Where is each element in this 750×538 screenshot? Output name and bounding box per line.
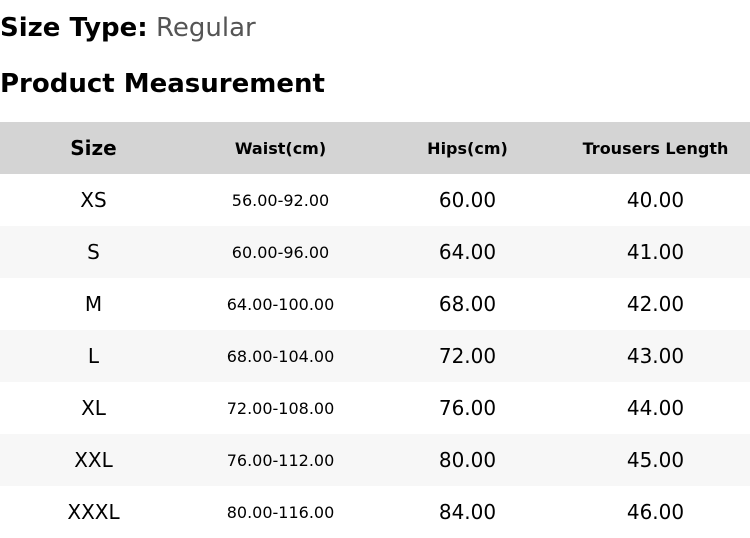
table-row: [0, 382, 750, 434]
cell-size: M: [84, 292, 103, 316]
size-chart-table: [0, 122, 750, 538]
cell-trousers-length: 41.00: [561, 226, 750, 278]
column-header-waist: Waist(cm): [187, 122, 374, 174]
cell-hips: 60.00: [438, 188, 497, 212]
cell-trousers-length: 44.00: [626, 396, 685, 420]
cell-size: XXXL: [67, 500, 120, 524]
column-header-size: Size: [0, 122, 187, 174]
cell-size: L: [0, 330, 187, 382]
cell-waist: 60.00-96.00: [187, 226, 374, 278]
column-header-hips: Hips(cm): [374, 122, 561, 174]
table-row: [0, 486, 750, 538]
cell-waist: 56.00-92.00: [231, 190, 330, 210]
table-row: [0, 226, 750, 278]
cell-hips: 72.00: [374, 330, 561, 382]
cell-hips: 64.00: [374, 226, 561, 278]
cell-hips: 76.00: [438, 396, 497, 420]
table-row: [0, 330, 750, 382]
cell-hips: 80.00: [374, 434, 561, 486]
size-type-value: Regular: [155, 13, 256, 43]
cell-waist: 64.00-100.00: [226, 294, 335, 314]
table-row: [0, 434, 750, 486]
column-header-trousers-length: Trousers Length: [561, 122, 750, 174]
cell-size: S: [0, 226, 187, 278]
cell-waist: 76.00-112.00: [187, 434, 374, 486]
cell-trousers-length: 46.00: [626, 500, 685, 524]
cell-size: XS: [80, 188, 107, 212]
cell-hips: 84.00: [438, 500, 497, 524]
table-row: [0, 278, 750, 330]
cell-waist: 68.00-104.00: [187, 330, 374, 382]
size-type-label: Size Type:: [0, 13, 148, 43]
table-header-row: [0, 122, 750, 174]
cell-hips: 68.00: [438, 292, 497, 316]
cell-waist: 72.00-108.00: [226, 398, 335, 418]
cell-size: XXL: [0, 434, 187, 486]
cell-waist: 80.00-116.00: [226, 502, 335, 522]
table-row: [0, 174, 750, 226]
cell-trousers-length: 40.00: [626, 188, 685, 212]
cell-trousers-length: 42.00: [626, 292, 685, 316]
cell-trousers-length: 45.00: [561, 434, 750, 486]
section-title: Product Measurement: [0, 69, 325, 99]
cell-size: XL: [81, 396, 106, 420]
cell-trousers-length: 43.00: [561, 330, 750, 382]
size-type-line: [0, 12, 256, 44]
